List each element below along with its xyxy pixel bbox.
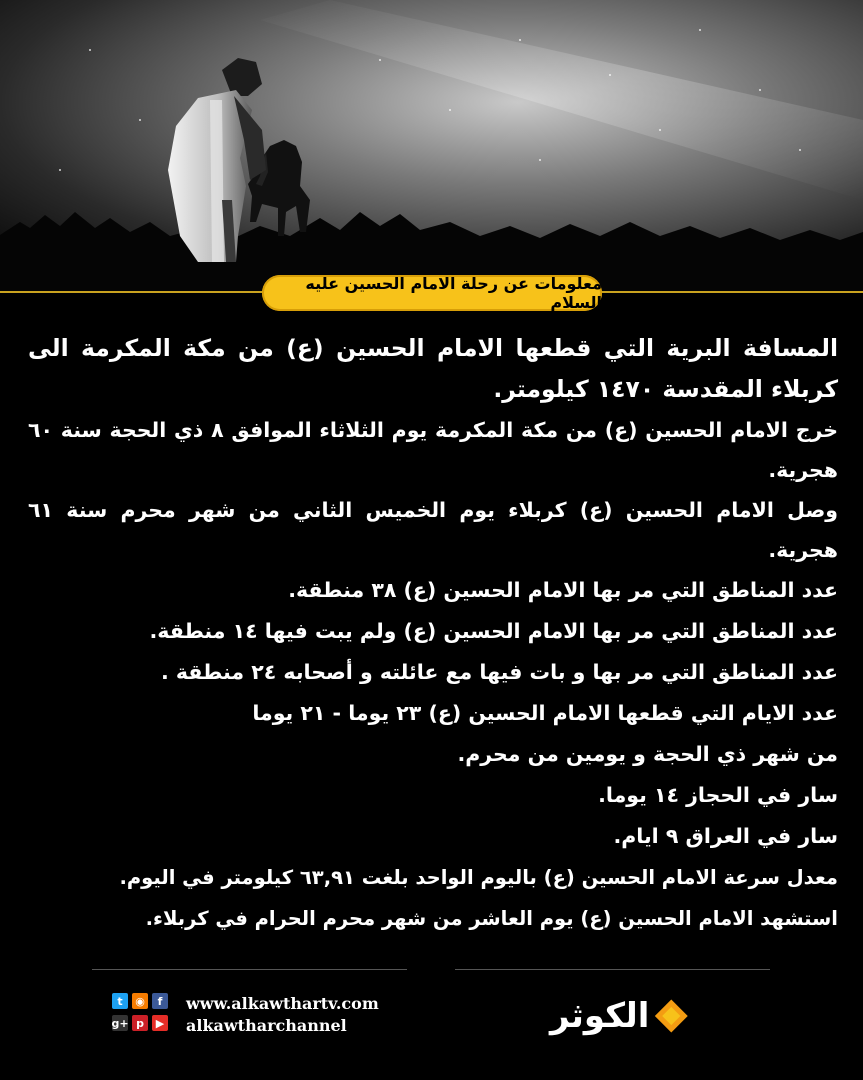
fact-regions-stayed: عدد المناطق التي مر بها و بات فيها مع عائلته و أصحابه ٢٤ منطقة . [160,660,838,684]
youtube-icon[interactable]: ▶ [152,1015,168,1031]
website-link[interactable]: www.alkawthartv.com [186,994,379,1013]
title-badge-text: معلومات عن رحلة الامام الحسين عليه السلام [305,274,602,312]
fact-departure: خرج الامام الحسين (ع) من مكة المكرمة يوم الثلاثاء الموافق ٨ ذي الحجة سنة ٦٠ هجرية. [28,418,838,482]
social-icons [112,993,168,1037]
facebook-icon[interactable]: f [152,993,168,1009]
facts-list [28,328,838,939]
night-sky-illustration [0,0,863,292]
pinterest-icon[interactable]: p [132,1015,148,1031]
fact-hijaz-days: سار في الحجاز ١٤ يوما. [598,783,838,807]
footer-divider-right [455,969,770,970]
fact-days-months: من شهر ذي الحجة و يومين من محرم. [457,742,838,766]
logo-text: الكوثر [550,996,650,1036]
fact-speed: معدل سرعة الامام الحسين (ع) باليوم الواحد بلغت ٦٣,٩١ كيلومتر في اليوم. [119,866,838,889]
hero-image [0,0,863,292]
channel-handle[interactable]: alkawtharchannel [186,1016,347,1035]
fact-martyrdom: استشهد الامام الحسين (ع) يوم العاشر من شهر محرم الحرام في كربلاء. [145,907,838,930]
alkawthar-logo [550,988,690,1044]
google-plus-icon[interactable]: g+ [111,1016,129,1030]
title-badge [262,275,602,311]
fact-regions-total: عدد المناطق التي مر بها الامام الحسين (ع) ٣٨ منطقة. [288,578,838,602]
fact-days-count: عدد الايام التي قطعها الامام الحسين (ع) ٢٣ يوما - ٢١ يوما [252,701,838,725]
fact-regions-not-stayed: عدد المناطق التي مر بها الامام الحسين (ع) ولم يبت فيها ١٤ منطقة. [149,619,838,643]
footer-links [186,993,379,1037]
fact-distance: المسافة البرية التي قطعها الامام الحسين (ع) من مكة المكرمة الى كربلاء المقدسة ١٤٧٠ كيلومتر. [28,334,838,403]
logo-diamond-icon [653,996,690,1036]
rss-icon[interactable]: ◉ [132,993,148,1009]
twitter-icon[interactable]: t [112,993,128,1009]
footer-divider-left [92,969,407,970]
fact-iraq-days: سار في العراق ٩ ايام. [613,824,838,848]
fact-arrival: وصل الامام الحسين (ع) كربلاء يوم الخميس الثاني من شهر محرم سنة ٦١ هجرية. [28,498,838,562]
